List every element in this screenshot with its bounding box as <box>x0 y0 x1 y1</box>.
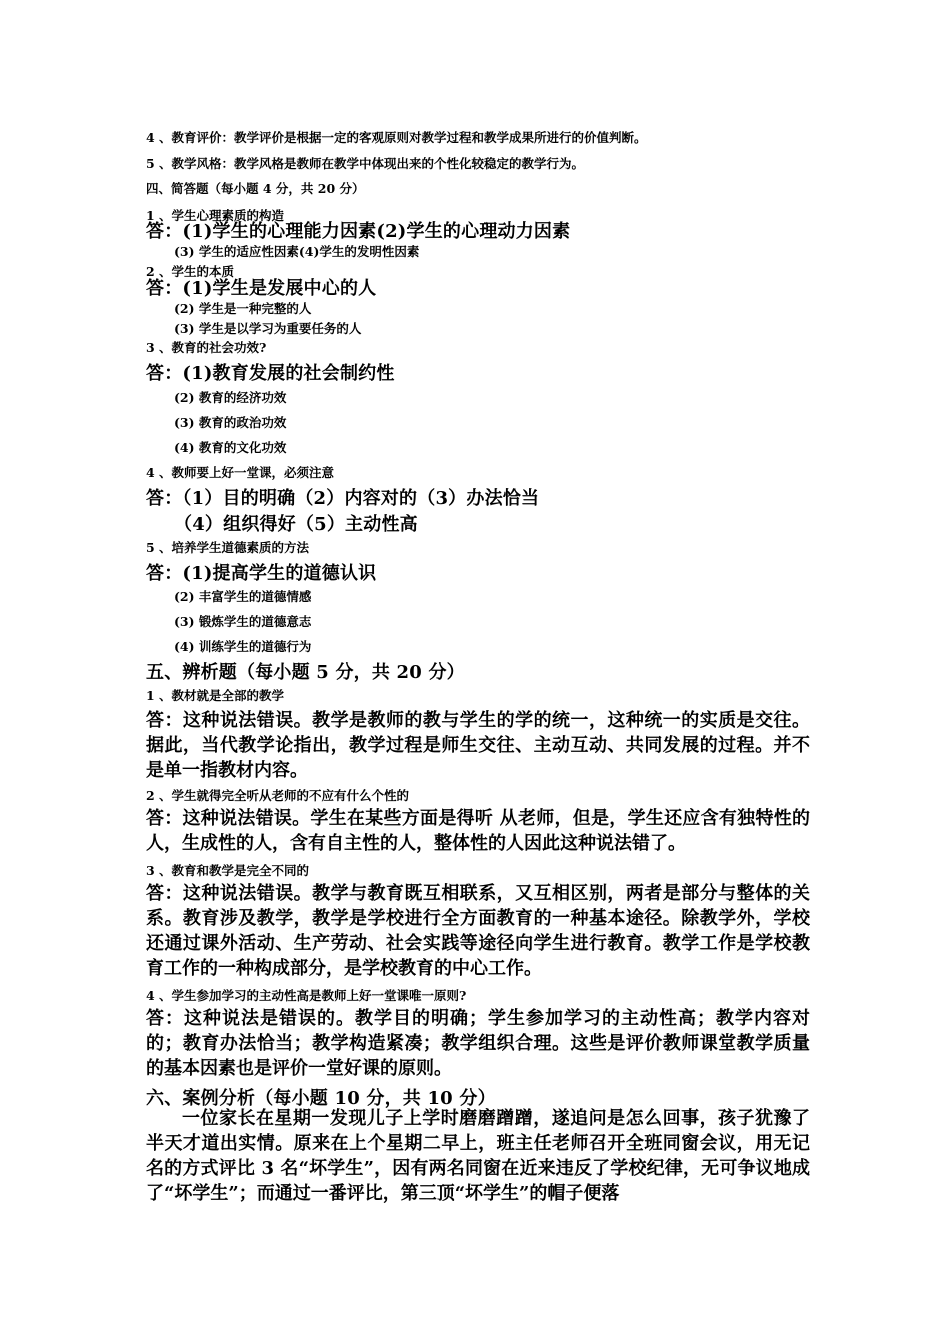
answer-2-line-2: (2) 学生是一种完整的人 <box>174 301 312 316</box>
question-4: 4 、教师要上好一堂课，必须注意 <box>146 465 335 480</box>
discussion-2: 2 、学生就得完全听从老师的不应有什么个性的 <box>146 788 410 803</box>
discussion-4-answer: 答：这种说法是错误的。教学目的明确；学生参加学习的主动性高；教学内容对的；教育办法恰当；教学构造紧凑；教学组织合理。这些是评价教师课堂教学质量的基本因素也是评价一堂好课的原则。 <box>146 1008 810 1079</box>
definition-5: 5 、教学风格：教学风格是教师在教学中体现出来的个性化较稳定的教学行为。 <box>146 156 585 171</box>
answer-1-line-2: (3) 学生的适应性因素(4)学生的发明性因素 <box>174 244 420 259</box>
answer-3-line-4: (4) 教育的文化功效 <box>174 440 287 455</box>
discussion-4: 4 、学生参加学习的主动性高是教师上好一堂课唯一原则? <box>146 988 467 1003</box>
answer-5-line-4: (4) 训练学生的道德行为 <box>174 639 312 654</box>
discussion-3: 3 、教育和教学是完全不同的 <box>146 863 310 878</box>
answer-3-line-2: (2) 教育的经济功效 <box>174 390 287 405</box>
answer-4-line-2: （4）组织得好（5）主动性高 <box>174 514 418 535</box>
answer-2-line-3: (3) 学生是以学习为重要任务的人 <box>174 321 362 336</box>
section-6-heading: 六、案例分析（每小题 10 分，共 10 分） <box>146 1088 496 1109</box>
definition-4: 4 、教育评价：教学评价是根据一定的客观原则对教学过程和教学成果所进行的价值判断。 <box>146 130 647 145</box>
answer-4-line-1: 答：（1）目的明确（2）内容对的（3）办法恰当 <box>146 488 540 509</box>
question-5: 5 、培养学生道德素质的方法 <box>146 540 310 555</box>
question-1: 1 、学生心理素质的构造 <box>146 208 285 223</box>
answer-3-line-1: 答：(1)教育发展的社会制约性 <box>146 363 395 384</box>
section-4-heading: 四、简答题（每小题 4 分，共 20 分） <box>146 181 365 196</box>
discussion-1: 1 、教材就是全部的教学 <box>146 688 285 703</box>
answer-5-line-3: (3) 锻炼学生的道德意志 <box>174 614 312 629</box>
question-3: 3 、教育的社会功效? <box>146 340 267 355</box>
discussion-1-answer: 答：这种说法错误。教学是教师的教与学生的学的统一，这种统一的实质是交往。据此，当代教学论指出，教学过程是师生交往、主动互动、共同发展的过程。并不是单一指教材内容。 <box>146 710 810 781</box>
answer-2-line-1: 答：(1)学生是发展中心的人 <box>146 278 377 299</box>
case-paragraph: 一位家长在星期一发现儿子上学时磨磨蹭蹭，遂追问是怎么回事，孩子犹豫了半天才道出实情。原来在上个星期二早上，班主任老师召开全班同窗会议，用无记名的方式评比 3 名“坏学生”，因有两名同窗在近来违反了学校纪律，无可争议地成了“坏学生”；而通过一番评比，第三顶“坏学生”的帽子便落 <box>146 1108 810 1204</box>
answer-3-line-3: (3) 教育的政治功效 <box>174 415 287 430</box>
question-2: 2 、学生的本质 <box>146 264 235 279</box>
discussion-2-answer: 答：这种说法错误。学生在某些方面是得听 从老师，但是，学生还应含有独特性的人，生成性的人，含有自主性的人，整体性的人因此这种说法错了。 <box>146 808 810 854</box>
discussion-3-answer: 答：这种说法错误。教学与教育既互相联系，又互相区别，两者是部分与整体的关系。教育涉及教学，教学是学校进行全方面教育的一种基本途径。除教学外，学校还通过课外活动、生产劳动、社会实践等途径向学生进行教育。教学工作是学校教育工作的一种构成部分，是学校教育的中心工作。 <box>146 883 810 979</box>
answer-5-line-1: 答：(1)提高学生的道德认识 <box>146 563 377 584</box>
answer-5-line-2: (2) 丰富学生的道德情感 <box>174 589 312 604</box>
answer-1-line-1: 答：(1)学生的心理能力因素(2)学生的心理动力因素 <box>146 221 571 242</box>
section-5-heading: 五、辨析题（每小题 5 分，共 20 分） <box>146 662 465 683</box>
